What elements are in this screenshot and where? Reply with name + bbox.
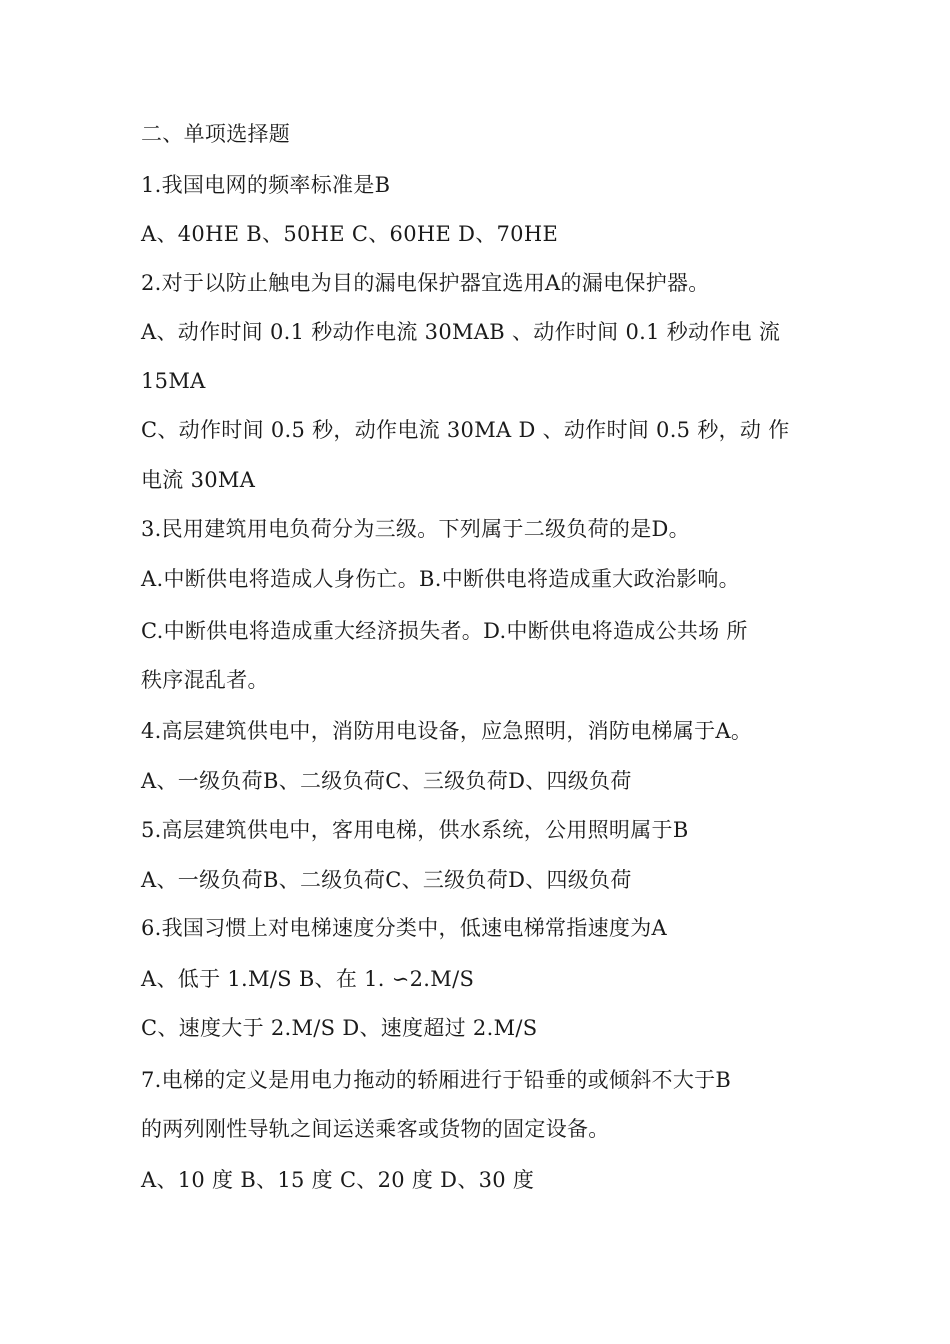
question-4: 4.高层建筑供电中，消防用电设备，应急照明，消防电梯属于A。 — [141, 719, 753, 743]
question-6-options-cd: C、速度大于 2.M/S D、速度超过 2.M/S — [141, 1016, 538, 1040]
question-5: 5.高层建筑供电中，客用电梯，供水系统，公用照明属于B — [141, 818, 689, 842]
question-3-options-ab: A.中断供电将造成人身伤亡。B.中断供电将造成重大政治影响。 — [141, 567, 740, 591]
question-7-cont: 的两列刚性导轨之间运送乘客或货物的固定设备。 — [141, 1117, 610, 1141]
question-6-options-ab: A、低于 1.M/S B、在 1. ∽2.M/S — [141, 967, 475, 991]
section-heading: 二、单项选择题 — [141, 122, 291, 146]
question-2-options-cd: C、动作时间 0.5 秒，动作电流 30MA D 、动作时间 0.5 秒，动 作 — [141, 418, 790, 442]
question-2: 2.对于以防止触电为目的漏电保护器宜选用A的漏电保护器。 — [141, 271, 710, 295]
question-4-options: A、一级负荷B、二级负荷C、三级负荷D、四级负荷 — [141, 769, 632, 793]
question-3-options-cd: C.中断供电将造成重大经济损失者。D.中断供电将造成公共场 所 — [141, 619, 748, 643]
question-7-options: A、10 度 B、15 度 C、20 度 D、30 度 — [141, 1168, 535, 1192]
question-1-options: A、40HE B、50HE C、60HE D、70HE — [141, 222, 559, 246]
question-2-options-cd-cont: 电流 30MA — [141, 468, 256, 492]
question-5-options: A、一级负荷B、二级负荷C、三级负荷D、四级负荷 — [141, 868, 632, 892]
question-3-options-cd-cont: 秩序混乱者。 — [141, 668, 269, 692]
question-6: 6.我国习惯上对电梯速度分类中，低速电梯常指速度为A — [141, 916, 667, 940]
question-1: 1.我国电网的频率标准是B — [141, 173, 391, 197]
question-3: 3.民用建筑用电负荷分为三级。下列属于二级负荷的是D。 — [141, 517, 690, 541]
question-7: 7.电梯的定义是用电力拖动的轿厢进行于铅垂的或倾斜不大于B — [141, 1068, 732, 1092]
question-2-options-ab: A、动作时间 0.1 秒动作电流 30MAB 、动作时间 0.1 秒动作电 流 — [141, 320, 781, 344]
question-2-options-ab-cont: 15MA — [141, 369, 206, 393]
